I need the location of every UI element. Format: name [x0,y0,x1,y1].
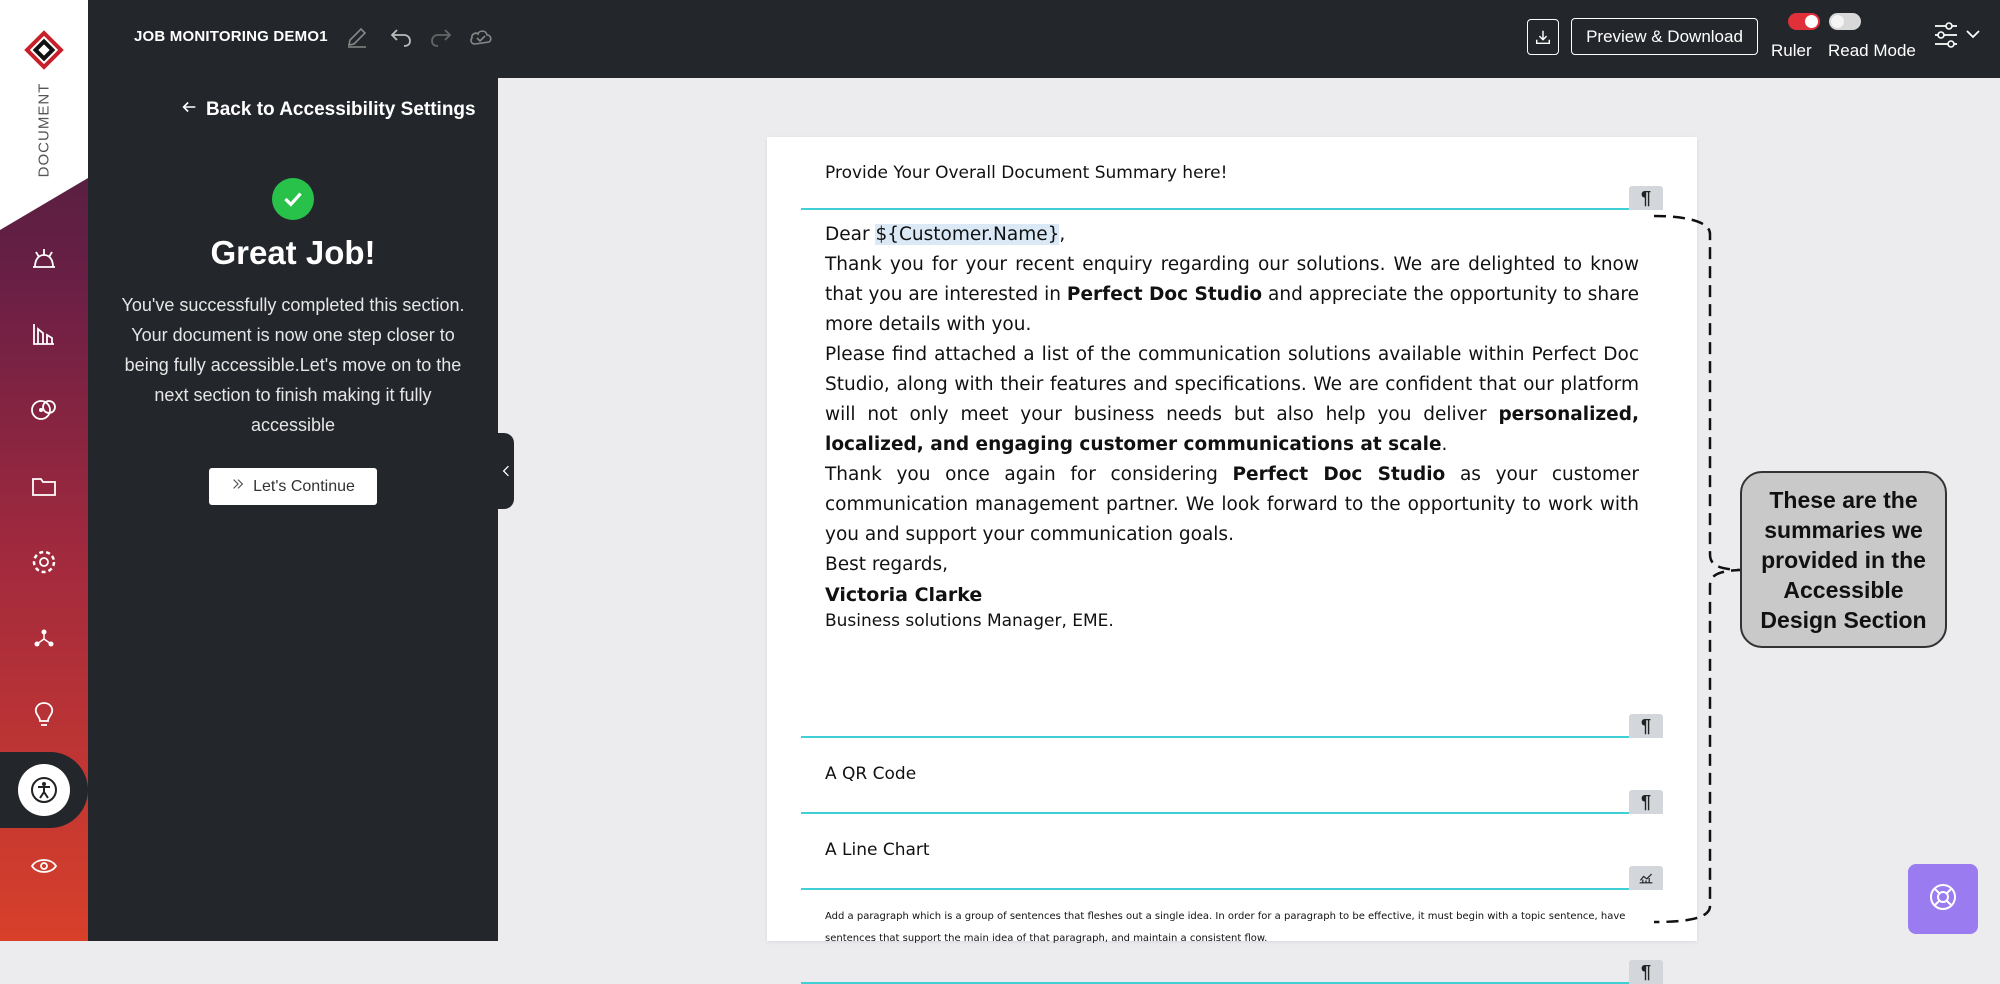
help-button[interactable] [1908,864,1978,934]
callout-box: These are the summaries we provided in the Accessible Design Section [1740,471,1947,648]
summary-section[interactable] [801,137,1663,210]
arrow-left-icon [180,98,198,122]
top-bar [88,0,2000,78]
double-chevron-right-icon [231,477,245,496]
panel-heading: Great Job! [210,234,376,271]
paragraph-mark-icon[interactable]: ¶ [1629,186,1663,210]
cloud-saved-icon[interactable] [468,24,494,50]
project-title: JOB MONITORING DEMO1 [134,28,328,45]
design-icon[interactable] [24,314,64,354]
edit-icon[interactable] [344,24,370,50]
paragraph-summary-text: Add a paragraph which is a group of sentences that fleshes out a single idea. In order for a paragraph to be effective, it must begin with a topic sentence, have sentences that support the main idea of that paragraph, and maintain a consistent flow. [825,911,1626,944]
ruler-label: Ruler [1771,41,1812,60]
back-label: Back to Accessibility Settings [206,99,476,120]
signer-role: Business solutions Manager, EME. [825,611,1114,631]
palette-icon[interactable] [24,390,64,430]
folder-icon[interactable] [24,466,64,506]
ruler-toggle[interactable] [1788,13,1820,30]
letter-section[interactable] [801,210,1663,738]
preview-download-button[interactable]: Preview & Download [1571,18,1758,55]
eye-icon[interactable] [24,846,64,886]
continue-button[interactable] [209,468,377,505]
letter-paragraph-1: Thank you for your recent enquiry regarding our solutions. We are delighted to know that you are interested in Perfect Doc Studio and appreciate the opportunity to share more details with you. [825,254,1639,335]
signer-name: Victoria Clarke [825,584,983,606]
panel-message: You've successfully completed this section. Your document is now one step closer to being fully accessible.Let's move on to the next section to finish making it fully accessible [121,295,465,435]
read-mode-toggle[interactable] [1829,13,1861,30]
accessibility-panel [88,78,498,941]
document-page [767,137,1697,982]
document-label: DOCUMENT [35,82,53,178]
collapse-panel-button[interactable] [497,433,514,509]
letter-paragraph-2: Please find attached a list of the communication solutions available within Perfect Doc Studio, along with their features and specifications. We are confident that our platform will not only meet your business needs but also help you deliver personalized, localized, and engaging customer communications at scale. [825,344,1639,455]
success-check-icon [272,178,314,220]
read-mode-label: Read Mode [1828,41,1916,60]
letter-body [825,220,1639,632]
gear-icon[interactable] [24,542,64,582]
workflow-icon[interactable] [24,618,64,658]
left-rail [0,0,88,941]
app-logo[interactable] [24,30,64,70]
chart-summary-text: A Line Chart [825,840,930,860]
template-icon[interactable] [24,238,64,278]
paragraph-mark-icon[interactable]: ¶ [1629,960,1663,984]
lifebuoy-icon [1927,881,1959,918]
customer-name-variable[interactable]: ${Customer.Name} [875,224,1060,245]
paragraph-mark-icon[interactable]: ¶ [1629,790,1663,814]
summary-text: Provide Your Overall Document Summary here! [825,163,1228,183]
qr-summary-text: A QR Code [825,764,917,784]
chart-section[interactable] [801,814,1663,890]
idea-icon[interactable] [24,694,64,734]
paragraph-section[interactable] [801,890,1663,984]
redo-icon[interactable] [428,24,454,50]
undo-icon[interactable] [388,24,414,50]
letter-paragraph-3: Thank you once again for considering Perfect Doc Studio as your customer communication management partner. We look forward to the opportunity to work with you and support your communication goals. [825,464,1639,545]
paragraph-mark-icon[interactable]: ¶ [1629,714,1663,738]
download-button[interactable] [1527,19,1559,55]
settings-sliders-icon[interactable] [1933,20,1989,50]
qr-section[interactable] [801,738,1663,814]
back-to-accessibility-link[interactable] [180,98,476,122]
callout-bracket [1650,214,1710,924]
continue-label: Let's Continue [253,477,355,495]
accessibility-nav-active[interactable] [0,752,88,828]
letter-greeting: Dear ${Customer.Name}, [825,224,1066,245]
letter-closing: Best regards, [825,554,949,575]
accessibility-icon[interactable] [18,764,70,816]
